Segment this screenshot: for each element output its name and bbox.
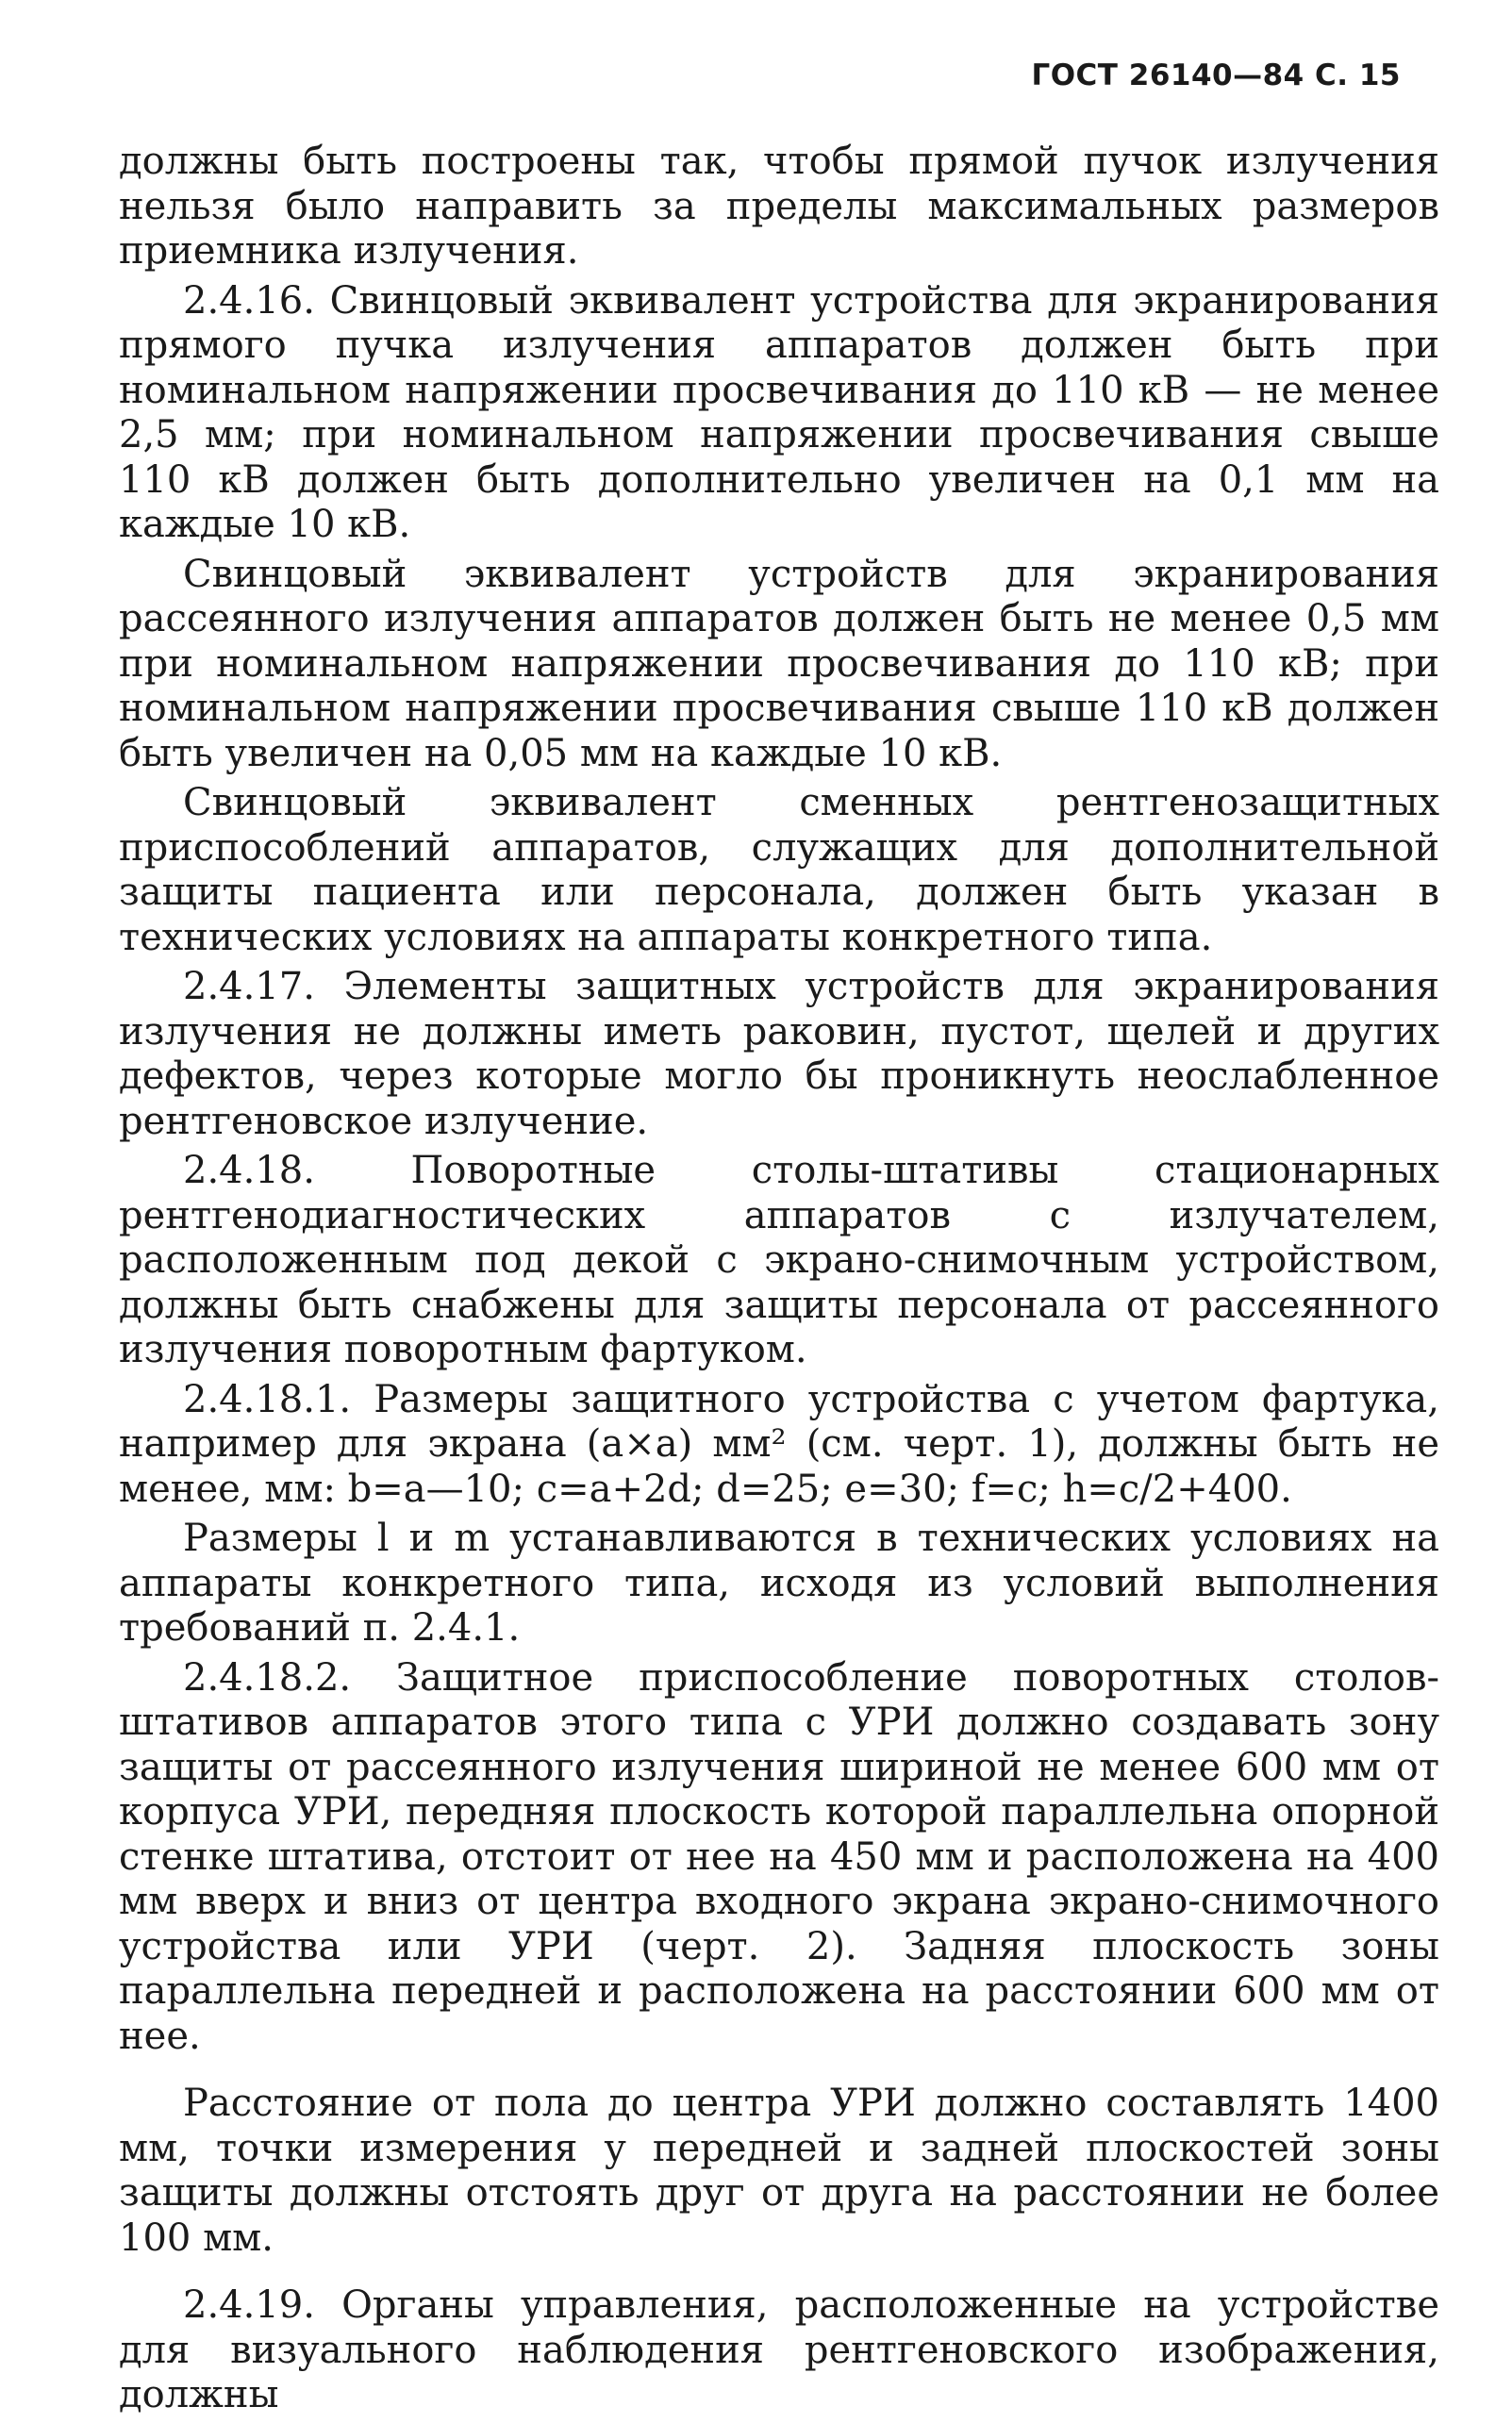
paragraph-2-4-16: 2.4.16. Свинцовый эквивалент устройства для экранирования прямого пучка излучения аппаратов должен быть при номинальном напряжении просвечивания до 110 кВ — не менее 2,5 мм; при номинальном напряжении просвечивания свыше 110 кВ должен быть дополнительно увеличен на 0,1 мм на каждые 10 кВ. bbox=[119, 278, 1439, 546]
paragraph-2-4-18: 2.4.18. Поворотные столы-штативы стационарных рентгенодиагностических аппаратов с излучателем, расположенным под декой с экрано-снимочным устройством, должны быть снабжены для защиты персонала от рассеянного излучения поворотным фартуком. bbox=[119, 1149, 1439, 1371]
paragraph-2-4-18-2: 2.4.18.2. Защитное приспособление поворотных столов-штативов аппаратов этого типа с УРИ должно создавать зону защиты от рассеянного излучения шириной не менее 600 мм от корпуса УРИ, передняя плоскость которой параллельна опорной стенке штатива, отстоит от нее на 450 мм и расположена на 400 мм вверх и вниз от центра входного экрана экрано-снимочного устройства или УРИ (черт. 2). Задняя плоскость зоны параллельна передней и расположена на расстоянии 600 мм от нее. bbox=[119, 1655, 1439, 2058]
paragraph-dimensions-l-m: Размеры l и m устанавливаются в технических условиях на аппараты конкретного типа, исходя из условий выполнения требований п. 2.4.1. bbox=[119, 1517, 1439, 1650]
paragraph-floor-distance: Расстояние от пола до центра УРИ должно составлять 1400 мм, точки измерения у передней и задней плоскостей зоны защиты должны отстоять друг от друга на расстоянии не более 100 мм. bbox=[119, 2082, 1439, 2260]
paragraph-2-4-17: 2.4.17. Элементы защитных устройств для экранирования излучения не должны иметь раковин, пустот, щелей и других дефектов, через которые могло бы проникнуть неослабленное рентгеновское излучение. bbox=[119, 965, 1439, 1143]
text-body bbox=[119, 140, 1439, 2423]
paragraph-2-4-18-1: 2.4.18.1. Размеры защитного устройства с учетом фартука, например для экрана (a×a) мм² (см. черт. 1), должны быть не менее, мм: b=a—10; c=a+2d; d=25; e=30; f=c; h=c/2+400. bbox=[119, 1377, 1439, 1511]
paragraph-replaceable-shields: Свинцовый эквивалент сменных рентгенозащитных приспособлений аппаратов, служащих для дополнительной защиты пациента или персонала, должен быть указан в технических условиях на аппараты конкретного типа. bbox=[119, 781, 1439, 959]
paragraph-continuation: должны быть построены так, чтобы прямой пучок излучения нельзя было направить за пределы максимальных размеров приемника излучения. bbox=[119, 140, 1439, 273]
paragraph-2-4-19: 2.4.19. Органы управления, расположенные на устройстве для визуального наблюдения рентгеновского изображения, должны bbox=[119, 2283, 1439, 2416]
paragraph-scatter-shielding: Свинцовый эквивалент устройств для экранирования рассеянного излучения аппаратов должен быть не менее 0,5 мм при номинальном напряжении просвечивания до 110 кВ; при номинальном напряжении просвечивания свыше 110 кВ должен быть увеличен на 0,05 мм на каждые 10 кВ. bbox=[119, 552, 1439, 775]
running-header: ГОСТ 26140—84 С. 15 bbox=[1031, 58, 1401, 92]
